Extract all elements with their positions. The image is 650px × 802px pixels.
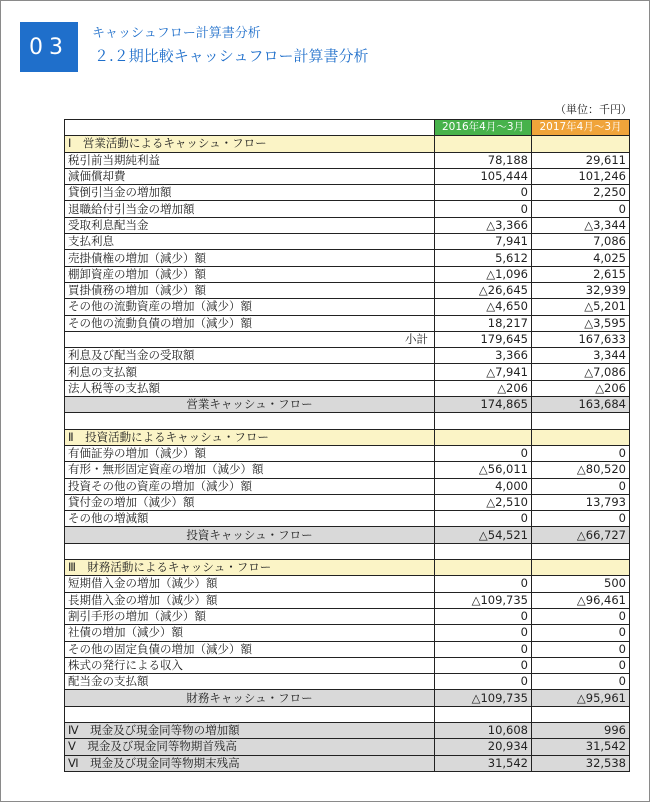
intermediate-total-row bbox=[65, 331, 630, 347]
value-2017: 0 bbox=[532, 674, 630, 690]
value-2017: 3,344 bbox=[532, 348, 630, 364]
subtotal-row bbox=[65, 527, 630, 543]
value-2016: △3,366 bbox=[435, 217, 532, 233]
value-2017: 0 bbox=[532, 641, 630, 657]
table-row bbox=[65, 478, 630, 494]
value-2017 bbox=[532, 136, 630, 152]
value-2016: 7,941 bbox=[435, 234, 532, 250]
value-2016: △56,011 bbox=[435, 462, 532, 478]
section-number-badge: 03 bbox=[20, 22, 78, 72]
value-2016: 0 bbox=[435, 608, 532, 624]
value-2017: 13,793 bbox=[532, 494, 630, 510]
row-label: 棚卸資産の増加（減少）額 bbox=[65, 266, 435, 282]
value-2016: 18,217 bbox=[435, 315, 532, 331]
value-2017: 0 bbox=[532, 657, 630, 673]
row-label: 税引前当期純利益 bbox=[65, 152, 435, 168]
value-2017: 4,025 bbox=[532, 250, 630, 266]
table-row bbox=[65, 380, 630, 396]
value-2016: 5,612 bbox=[435, 250, 532, 266]
value-2017: 0 bbox=[532, 445, 630, 461]
value-2017: △3,595 bbox=[532, 315, 630, 331]
value-2016: △109,735 bbox=[435, 690, 532, 706]
value-2017: 29,611 bbox=[532, 152, 630, 168]
section-title: キャッシュフロー計算書分析 bbox=[92, 26, 261, 41]
row-label: その他の増減額 bbox=[65, 511, 435, 527]
row-label: 短期借入金の増加（減少）額 bbox=[65, 576, 435, 592]
value-2017: 167,633 bbox=[532, 331, 630, 347]
value-2017: 0 bbox=[532, 478, 630, 494]
value-2016: 0 bbox=[435, 511, 532, 527]
value-2016: 174,865 bbox=[435, 397, 532, 413]
value-2016: 10,608 bbox=[435, 722, 532, 738]
table-row bbox=[65, 168, 630, 184]
table-row bbox=[65, 234, 630, 250]
row-label: 小計 bbox=[65, 331, 435, 347]
table-row bbox=[65, 592, 630, 608]
row-label: 支払利息 bbox=[65, 234, 435, 250]
value-2017: 163,684 bbox=[532, 397, 630, 413]
row-label: Ⅳ 現金及び現金同等物の増加額 bbox=[65, 722, 435, 738]
table-row bbox=[65, 445, 630, 461]
value-2016: △26,645 bbox=[435, 282, 532, 298]
value-2017 bbox=[532, 543, 630, 559]
row-label: 投資キャッシュ・フロー bbox=[65, 527, 435, 543]
row-label: 社債の増加（減少）額 bbox=[65, 625, 435, 641]
value-2017: △80,520 bbox=[532, 462, 630, 478]
table-row bbox=[65, 608, 630, 624]
value-2016: △54,521 bbox=[435, 527, 532, 543]
value-2016: 0 bbox=[435, 201, 532, 217]
value-2016: △4,650 bbox=[435, 299, 532, 315]
value-2016: 179,645 bbox=[435, 331, 532, 347]
value-2017 bbox=[532, 706, 630, 722]
value-2017 bbox=[532, 429, 630, 445]
subtotal-row bbox=[65, 397, 630, 413]
row-label: Ⅱ 投資活動によるキャッシュ・フロー bbox=[65, 429, 435, 445]
row-label bbox=[65, 413, 435, 429]
value-2017: 2,615 bbox=[532, 266, 630, 282]
table-row bbox=[65, 185, 630, 201]
row-label bbox=[65, 706, 435, 722]
table-row bbox=[65, 201, 630, 217]
row-label: 割引手形の増加（減少）額 bbox=[65, 608, 435, 624]
value-2016: △1,096 bbox=[435, 266, 532, 282]
column-header-2016: 2016年4月～3月 bbox=[435, 120, 532, 136]
value-2016: △206 bbox=[435, 380, 532, 396]
value-2016 bbox=[435, 136, 532, 152]
value-2017: △66,727 bbox=[532, 527, 630, 543]
row-label: 利息及び配当金の受取額 bbox=[65, 348, 435, 364]
table-row bbox=[65, 641, 630, 657]
spacer-row bbox=[65, 413, 630, 429]
row-label: Ⅲ 財務活動によるキャッシュ・フロー bbox=[65, 560, 435, 576]
value-2016: 0 bbox=[435, 625, 532, 641]
row-label: 株式の発行による収入 bbox=[65, 657, 435, 673]
row-label: 有価証券の増加（減少）額 bbox=[65, 445, 435, 461]
value-2017: △3,344 bbox=[532, 217, 630, 233]
row-label bbox=[65, 543, 435, 559]
summary-row bbox=[65, 739, 630, 755]
spacer-row bbox=[65, 706, 630, 722]
row-label: 配当金の支払額 bbox=[65, 674, 435, 690]
value-2017 bbox=[532, 413, 630, 429]
value-2016 bbox=[435, 429, 532, 445]
value-2017: 500 bbox=[532, 576, 630, 592]
row-label: その他の流動負債の増加（減少）額 bbox=[65, 315, 435, 331]
value-2016: 0 bbox=[435, 674, 532, 690]
value-2016: △7,941 bbox=[435, 364, 532, 380]
table-header-row bbox=[65, 120, 630, 136]
table-row bbox=[65, 299, 630, 315]
table-row bbox=[65, 625, 630, 641]
table-row bbox=[65, 576, 630, 592]
row-label: 受取利息配当金 bbox=[65, 217, 435, 233]
value-2017: 101,246 bbox=[532, 168, 630, 184]
page-title: ２.２期比較キャッシュフロー計算書分析 bbox=[94, 47, 369, 65]
value-2017: 7,086 bbox=[532, 234, 630, 250]
value-2017: △7,086 bbox=[532, 364, 630, 380]
section-header-row bbox=[65, 429, 630, 445]
value-2016: 20,934 bbox=[435, 739, 532, 755]
value-2016 bbox=[435, 706, 532, 722]
table-row bbox=[65, 348, 630, 364]
table-row bbox=[65, 657, 630, 673]
value-2017: 2,250 bbox=[532, 185, 630, 201]
row-label: 法人税等の支払額 bbox=[65, 380, 435, 396]
table-row bbox=[65, 282, 630, 298]
row-label: 有形・無形固定資産の増加（減少）額 bbox=[65, 462, 435, 478]
table-row bbox=[65, 511, 630, 527]
row-label: Ⅰ 営業活動によるキャッシュ・フロー bbox=[65, 136, 435, 152]
summary-row bbox=[65, 755, 630, 771]
table-row bbox=[65, 250, 630, 266]
value-2016: 4,000 bbox=[435, 478, 532, 494]
row-label: 貸倒引当金の増加額 bbox=[65, 185, 435, 201]
cash-flow-table bbox=[64, 119, 630, 772]
value-2017: 0 bbox=[532, 608, 630, 624]
value-2016: △109,735 bbox=[435, 592, 532, 608]
value-2017: △206 bbox=[532, 380, 630, 396]
header-blank-cell bbox=[65, 120, 435, 136]
unit-label: （単位：千円） bbox=[555, 103, 632, 116]
value-2016 bbox=[435, 413, 532, 429]
row-label: Ⅵ 現金及び現金同等物期末残高 bbox=[65, 755, 435, 771]
value-2017: 0 bbox=[532, 625, 630, 641]
summary-row bbox=[65, 722, 630, 738]
column-header-2017: 2017年4月～3月 bbox=[532, 120, 630, 136]
row-label: 利息の支払額 bbox=[65, 364, 435, 380]
value-2016: 31,542 bbox=[435, 755, 532, 771]
value-2016 bbox=[435, 560, 532, 576]
row-label: 買掛債務の増加（減少）額 bbox=[65, 282, 435, 298]
value-2016: 0 bbox=[435, 657, 532, 673]
section-header-row bbox=[65, 136, 630, 152]
value-2016: 0 bbox=[435, 641, 532, 657]
value-2017: 0 bbox=[532, 511, 630, 527]
table-row bbox=[65, 462, 630, 478]
value-2017: △5,201 bbox=[532, 299, 630, 315]
row-label: 営業キャッシュ・フロー bbox=[65, 397, 435, 413]
subtotal-row bbox=[65, 690, 630, 706]
value-2017: △96,461 bbox=[532, 592, 630, 608]
value-2016: 105,444 bbox=[435, 168, 532, 184]
value-2016 bbox=[435, 543, 532, 559]
table-row bbox=[65, 315, 630, 331]
row-label: その他の固定負債の増加（減少）額 bbox=[65, 641, 435, 657]
value-2017: △95,961 bbox=[532, 690, 630, 706]
row-label: その他の流動資産の増加（減少）額 bbox=[65, 299, 435, 315]
value-2016: 78,188 bbox=[435, 152, 532, 168]
row-label: 退職給付引当金の増加額 bbox=[65, 201, 435, 217]
table-row bbox=[65, 494, 630, 510]
value-2017: 32,939 bbox=[532, 282, 630, 298]
value-2017: 31,542 bbox=[532, 739, 630, 755]
row-label: 売掛債権の増加（減少）額 bbox=[65, 250, 435, 266]
row-label: 投資その他の資産の増加（減少）額 bbox=[65, 478, 435, 494]
value-2016: 3,366 bbox=[435, 348, 532, 364]
value-2016: 0 bbox=[435, 185, 532, 201]
table-row bbox=[65, 266, 630, 282]
table-row bbox=[65, 674, 630, 690]
value-2017: 32,538 bbox=[532, 755, 630, 771]
value-2017: 996 bbox=[532, 722, 630, 738]
row-label: 貸付金の増加（減少）額 bbox=[65, 494, 435, 510]
section-header-row bbox=[65, 560, 630, 576]
row-label: Ⅴ 現金及び現金同等物期首残高 bbox=[65, 739, 435, 755]
row-label: 財務キャッシュ・フロー bbox=[65, 690, 435, 706]
table-row bbox=[65, 364, 630, 380]
table-row bbox=[65, 217, 630, 233]
table-row bbox=[65, 152, 630, 168]
row-label: 減価償却費 bbox=[65, 168, 435, 184]
value-2017 bbox=[532, 560, 630, 576]
spacer-row bbox=[65, 543, 630, 559]
row-label: 長期借入金の増加（減少）額 bbox=[65, 592, 435, 608]
value-2016: △2,510 bbox=[435, 494, 532, 510]
value-2017: 0 bbox=[532, 201, 630, 217]
value-2016: 0 bbox=[435, 445, 532, 461]
value-2016: 0 bbox=[435, 576, 532, 592]
